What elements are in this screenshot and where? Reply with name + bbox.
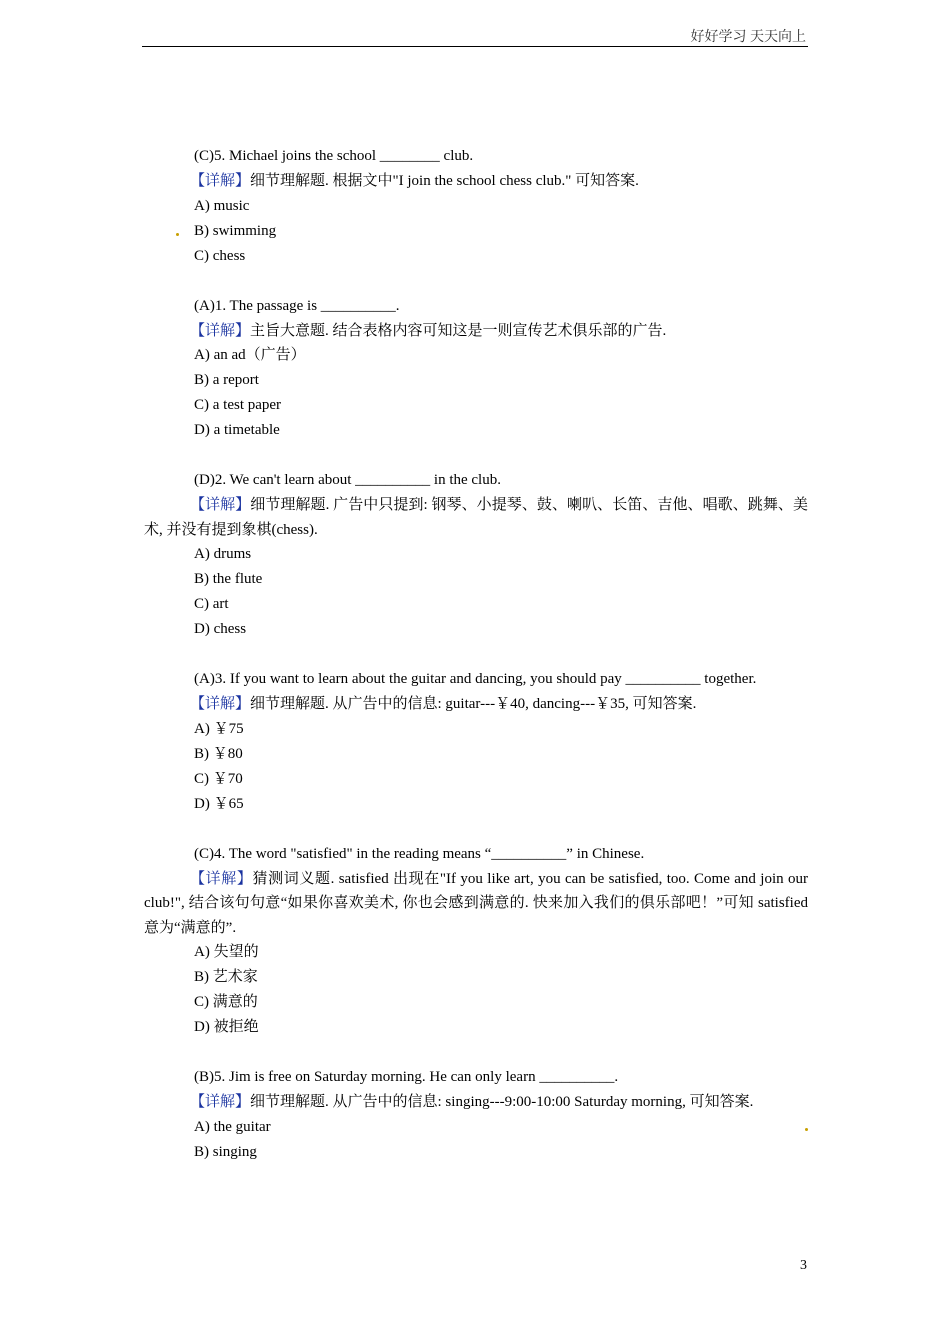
option: C) a test paper xyxy=(194,397,282,413)
decorative-dot xyxy=(805,1128,808,1131)
question-block xyxy=(144,1065,808,1165)
explanation-label: 【详解】 xyxy=(190,322,251,339)
explanation-label: 【详解】 xyxy=(190,870,253,887)
question: (D)2. We can't learn about __________ in the club. xyxy=(194,472,501,488)
question: (C)4. The word "satisfied" in the reading means “__________” in Chinese. xyxy=(194,845,645,862)
option: D) chess xyxy=(194,621,247,637)
question: (C)5. Michael joins the school ________ club. xyxy=(194,148,474,164)
option: C) chess xyxy=(194,247,246,264)
header-text: 好好学习 天天向上 xyxy=(690,30,806,45)
explanation xyxy=(144,319,808,344)
explanation-label: 【详解】 xyxy=(190,173,251,189)
option: B) 艺术家 xyxy=(194,969,258,985)
explanation xyxy=(144,169,808,194)
decorative-dot xyxy=(176,233,179,236)
explanation-text: 细节理解题. 广告中只提到: 钢琴、小提琴、鼓、喇叭、长笛、吉他、唱歌、跳舞、美术, 并没有提到象棋(chess). xyxy=(144,497,808,538)
question: (A)3. If you want to learn about the guitar and dancing, you should pay __________ together. xyxy=(194,671,757,687)
explanation xyxy=(144,493,808,542)
option: A) ￥75 xyxy=(194,720,244,737)
explanation-text: 细节理解题. 根据文中"I join the school chess club." 可知答案. xyxy=(250,173,639,189)
page-header xyxy=(142,24,808,47)
option: D) ￥65 xyxy=(194,795,244,812)
question-block xyxy=(144,842,808,1041)
question: (B)5. Jim is free on Saturday morning. He can only learn __________. xyxy=(194,1069,619,1085)
explanation xyxy=(144,692,808,717)
option: B) ￥80 xyxy=(194,745,243,762)
option: A) an ad（广告） xyxy=(194,347,306,363)
option: A) 失望的 xyxy=(194,944,259,960)
explanation xyxy=(144,867,808,941)
option: C) ￥70 xyxy=(194,770,243,787)
option: D) a timetable xyxy=(194,422,280,438)
option: C) art xyxy=(194,596,229,612)
explanation-label: 【详解】 xyxy=(190,497,251,513)
explanation xyxy=(144,1090,808,1115)
question-block xyxy=(144,667,808,817)
explanation-text: 细节理解题. 从广告中的信息: singing---9:00-10:00 Saturday morning, 可知答案. xyxy=(250,1094,754,1110)
question-block xyxy=(144,468,808,642)
question-block xyxy=(144,294,808,444)
option: C) 满意的 xyxy=(194,994,258,1010)
page-number: 3 xyxy=(800,1258,807,1273)
option: A) drums xyxy=(194,546,252,562)
document-body xyxy=(144,144,808,1190)
explanation-text: 主旨大意题. 结合表格内容可知这是一则宣传艺术俱乐部的广告. xyxy=(250,322,667,339)
explanation-text: 猜测词义题. satisfied 出现在"If you like art, you can be satisfied, too. Come and join our club!", 结合该句句意“如果你喜欢美术, 你也会感到满意的. 快来加入我们的俱乐部吧！”可知 satisfied 意为“满意的”. xyxy=(144,870,808,936)
option: B) the flute xyxy=(194,571,263,587)
question-block xyxy=(144,144,808,269)
option: A) music xyxy=(194,197,250,214)
explanation-label: 【详解】 xyxy=(190,1094,251,1110)
option: B) swimming xyxy=(194,222,277,239)
option: B) a report xyxy=(194,372,259,388)
option: D) 被拒绝 xyxy=(194,1019,259,1035)
explanation-text: 细节理解题. 从广告中的信息: guitar---￥40, dancing---￥35, 可知答案. xyxy=(250,696,697,712)
explanation-label: 【详解】 xyxy=(190,696,251,712)
question: (A)1. The passage is __________. xyxy=(194,297,400,314)
option: A) the guitar xyxy=(194,1118,271,1135)
option: B) singing xyxy=(194,1143,257,1160)
